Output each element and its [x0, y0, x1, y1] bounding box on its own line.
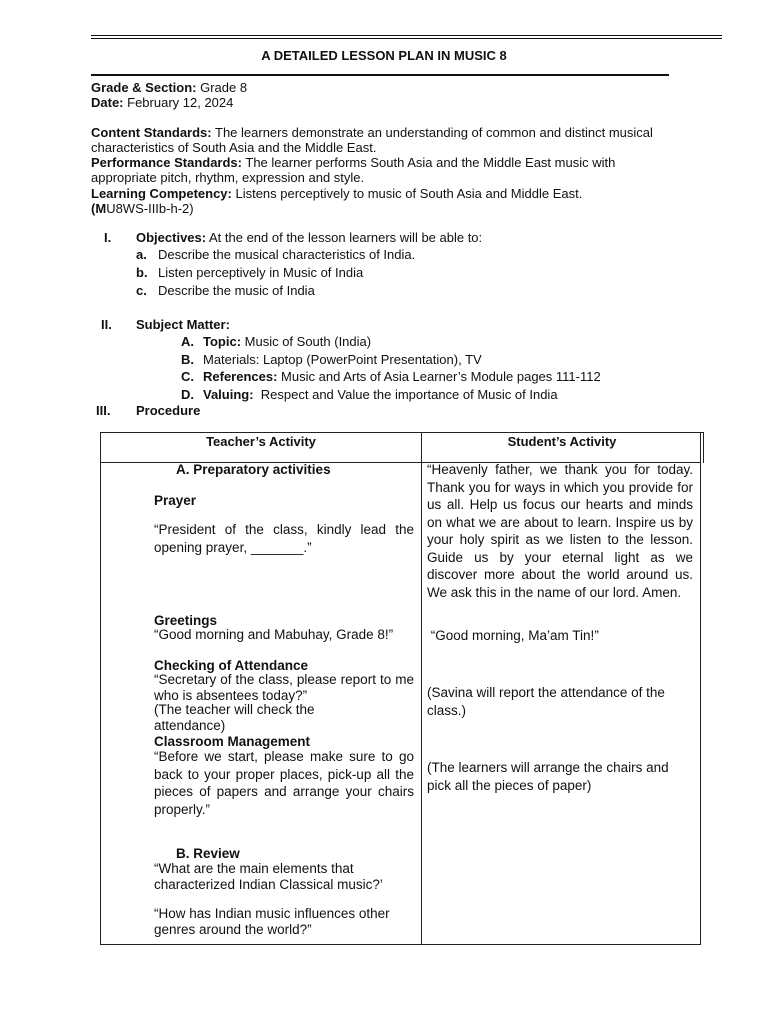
procedure-label: Procedure: [136, 403, 201, 418]
item-text: Describe the music of India: [158, 283, 315, 298]
item-text: Materials: Laptop (PowerPoint Presentation), TV: [203, 351, 482, 367]
subject-matter-label: Subject Matter:: [136, 317, 230, 332]
item-label: References:: [203, 369, 278, 384]
competency-code: [91, 201, 681, 216]
performance-standards-text: The learner performs South Asia and the Middle East music with appropriate pitch, rhythm, expression and style.: [91, 155, 616, 185]
review-question-2: “How has Indian music influences other genres around the world?”: [154, 906, 390, 937]
objectives-heading: [136, 230, 726, 245]
subject-matter-numeral: II.: [101, 317, 112, 332]
content-standards: [91, 125, 681, 155]
student-activity-header: Student’s Activity: [507, 434, 617, 449]
list-item: [181, 333, 601, 351]
grade-value: Grade 8: [196, 80, 248, 95]
item-label: Topic:: [203, 334, 242, 349]
competency-code-bold: M: [95, 201, 107, 216]
performance-standards-label: Performance Standards:: [91, 155, 242, 170]
content-standards-text: The learners demonstrate an understanding of common and distinct musical characteristics of South Asia and the Middle East.: [91, 125, 653, 155]
list-item: [181, 368, 601, 386]
item-text: Listen perceptively in Music of India: [158, 265, 364, 280]
learning-competency: [91, 186, 681, 201]
title-underline: [91, 74, 669, 76]
item-letter: C.: [181, 369, 194, 384]
item-letter: c.: [136, 283, 147, 298]
classroom-management-heading: Classroom Management: [154, 734, 311, 749]
item-letter: b.: [136, 265, 148, 280]
competency-code-rest: U8WS-IIIb-h-2): [106, 201, 194, 216]
student-attendance-text: (Savina will report the attendance of the class.): [427, 685, 665, 718]
objectives-intro: At the end of the lesson learners will be able to:: [206, 230, 483, 245]
date-label: Date:: [91, 95, 124, 110]
item-text: Describe the musical characteristics of India.: [158, 247, 416, 262]
prayer-text: “President of the class, kindly lead the opening prayer, _______.”: [154, 522, 414, 555]
item-letter: a.: [136, 247, 147, 262]
attendance-note: (The teacher will check the attendance): [154, 702, 315, 733]
content-standards-label: Content Standards:: [91, 125, 212, 140]
objectives-numeral: I.: [104, 230, 112, 245]
item-text: Respect and Value the importance of Music of India: [253, 386, 558, 402]
review-question-1: “What are the main elements that characterized Indian Classical music?’: [154, 861, 383, 892]
student-arrange-text: (The learners will arrange the chairs and pick all the pieces of paper): [427, 760, 669, 793]
item-label: Valuing:: [203, 386, 254, 402]
learning-competency-label: Learning Competency:: [91, 186, 232, 201]
student-prayer-text: “Heavenly father, we thank you for today. Thank you for ways in which you provide for us all. Help us focus our hearts and minds on what we are about to learn. Inspire us by your holy spirit as we listen to the lesson. Guide us by your eternal light as we discover more about the world around us. We ask this in the name of our lord. Amen.: [427, 462, 693, 600]
grade-label: Grade & Section:: [91, 80, 197, 95]
item-letter: D.: [181, 386, 194, 402]
greetings-text: “Good morning and Mabuhay, Grade 8!”: [154, 627, 394, 642]
attendance-text: “Secretary of the class, please report to me who is absentees today?”: [154, 672, 414, 703]
item-letter: B.: [181, 351, 194, 367]
prayer-heading: Prayer: [154, 493, 197, 508]
header-cell-edge: [699, 432, 704, 463]
greetings-heading: Greetings: [154, 613, 218, 628]
objectives-list: [136, 246, 415, 300]
list-item: [181, 386, 601, 404]
procedure-numeral: III.: [96, 403, 111, 418]
student-greeting-text: “Good morning, Ma’am Tin!”: [427, 628, 599, 643]
list-item: [136, 246, 415, 264]
date: [91, 95, 681, 110]
performance-standards: [91, 155, 681, 185]
subject-matter-list: [181, 333, 601, 403]
objectives-label: Objectives:: [136, 230, 207, 245]
classroom-management-text: “Before we start, please make sure to go back to your proper places, pick-up all the pieces of papers and arrange your chairs properly.”: [154, 749, 414, 817]
teacher-activity-header: Teacher’s Activity: [206, 434, 316, 449]
preparatory-activities-heading: A. Preparatory activities: [176, 462, 331, 477]
learning-competency-text: Listens perceptively to music of South Asia and Middle East.: [231, 186, 583, 201]
review-heading: B. Review: [176, 846, 240, 861]
item-text: Music and Arts of Asia Learner’s Module pages 111-112: [277, 369, 601, 384]
top-rule-1: [91, 35, 722, 36]
list-item: [181, 351, 601, 369]
document-title: A DETAILED LESSON PLAN IN MUSIC 8: [261, 48, 507, 63]
attendance-heading: Checking of Attendance: [154, 658, 309, 673]
column-divider: [421, 433, 422, 944]
item-text: Music of South (India): [241, 334, 372, 349]
date-value: February 12, 2024: [123, 95, 234, 110]
item-letter: A.: [181, 334, 194, 349]
competency-code-open: (: [91, 201, 96, 216]
list-item: [136, 264, 415, 282]
grade-section: [91, 80, 681, 95]
top-rule-2: [91, 38, 722, 39]
list-item: [136, 282, 415, 300]
